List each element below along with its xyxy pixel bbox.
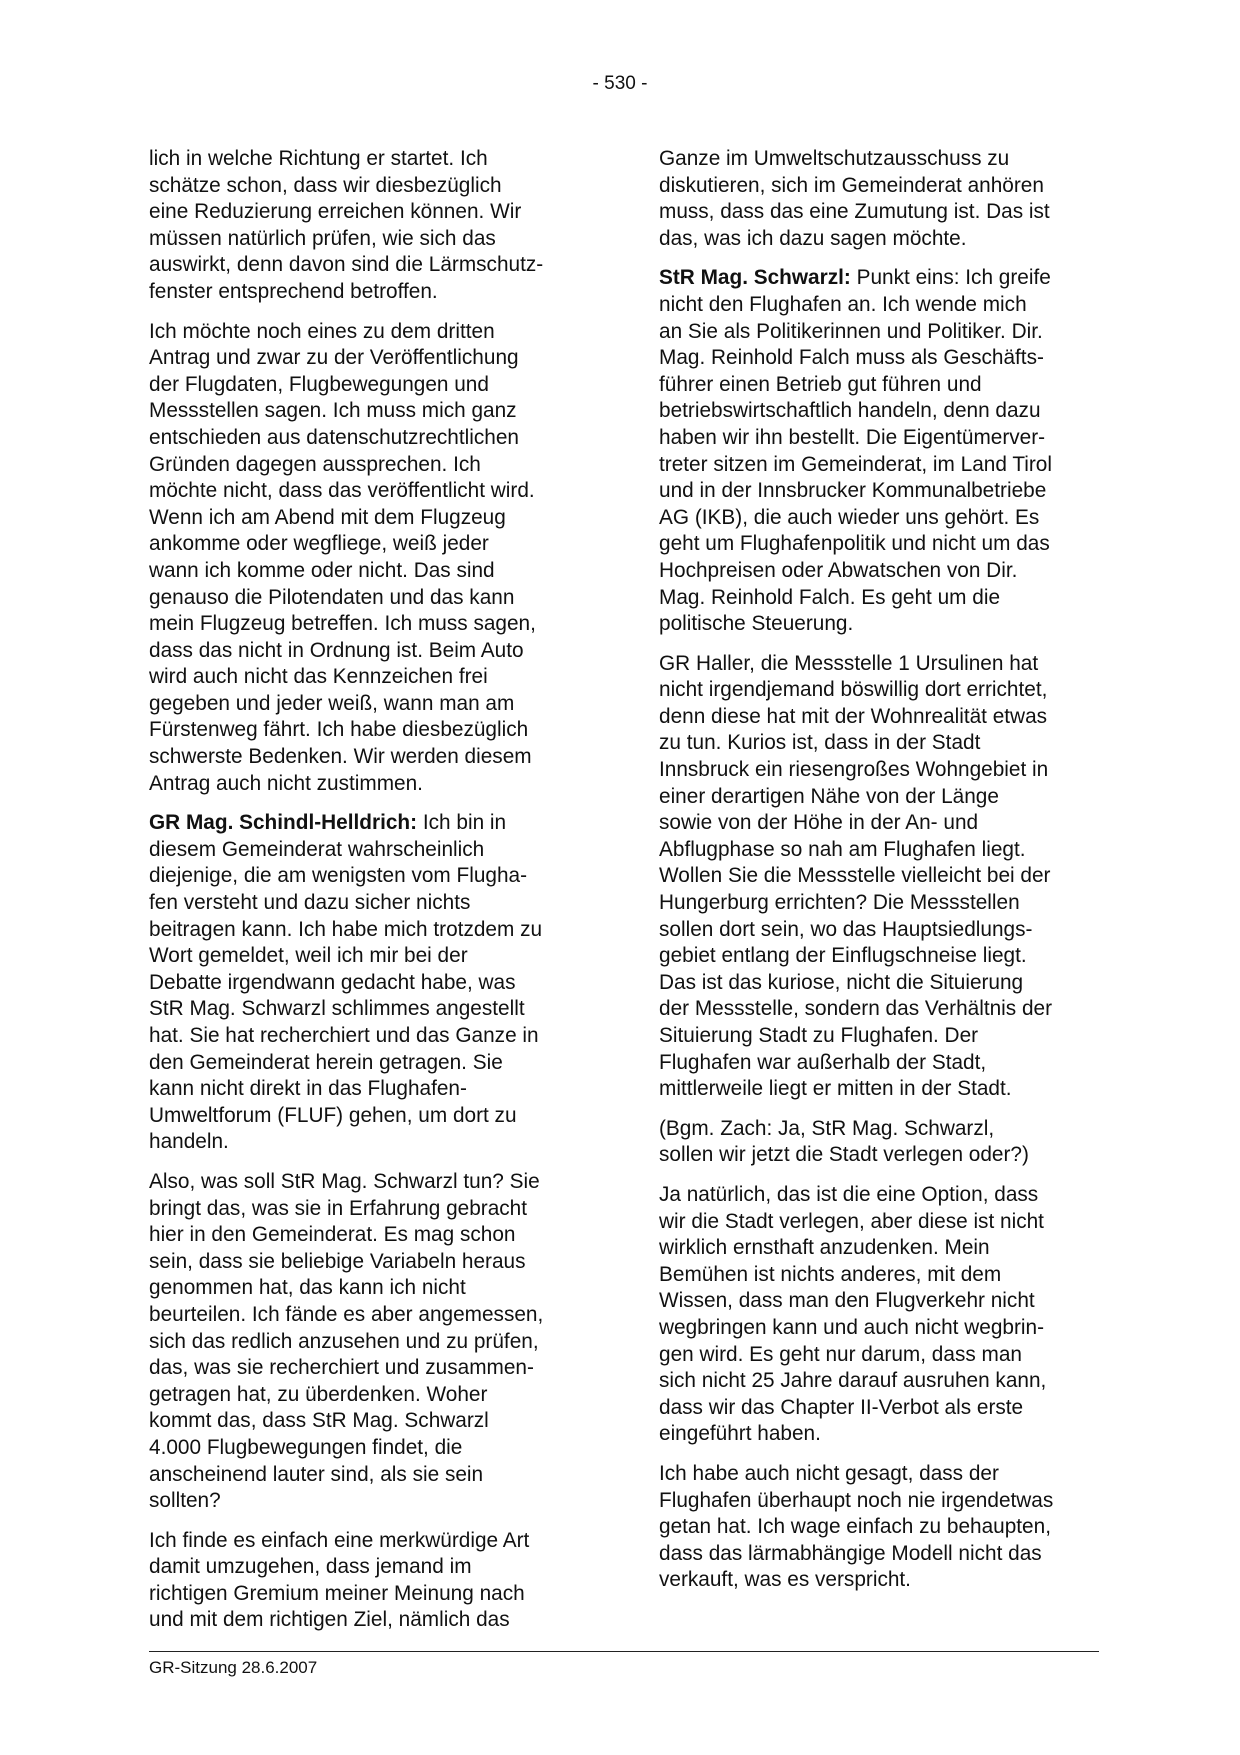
interjection: (Bgm. Zach: Ja, StR Mag. Schwarzl, sollen wir jetzt die Stadt verlegen oder?) — [659, 1116, 1029, 1167]
page-number: - 530 - — [592, 73, 648, 94]
right-column — [659, 146, 1099, 1607]
speech-text: Ich bin in diesem Gemeinderat wahrscheinlich diejenige, die am wenigsten vom Flugha- fen versteht und dazu sicher nichts beitragen kann. Ich habe mich trotzdem zu Wort gemeldet, weil ich mir bei der Debatte irgendwann gedacht habe, was StR Mag. Schwarzl schlimmes angestellt hat. Sie hat recherchiert und das Ganze in den Gemeinderat herein getragen. Sie kann nicht direkt in das Flughafen- Umweltforum (FLUF) gehen, um dort zu handeln. — [149, 811, 543, 1154]
paragraph: GR Haller, die Messstelle 1 Ursulinen hat nicht irgendjemand böswillig dort errichtet, denn diese hat mit der Wohnrealität etwas zu tun. Kurios ist, dass in der Stadt Innsbruck ein riesengroßes Wohngebiet in einer derartigen Nähe von der Länge sowie von der Höhe in der An- und Abflugphase so nah am Flughafen liegt. Wollen Sie die Messstelle vielleicht bei der Hungerburg errichten? Die Messstellen sollen dort sein, wo das Hauptsiedlungs- gebiet entlang der Einflugschneise liegt. Das ist das kuriose, nicht die Situierung der Messstelle, sondern das Verhältnis der Situierung Stadt zu Flughafen. Der Flughafen war außerhalb der Stadt, mittlerweile liegt er mitten in der Stadt. — [659, 651, 1053, 1101]
paragraph: Also, was soll StR Mag. Schwarzl tun? Sie bringt das, was sie in Erfahrung gebracht hier in den Gemeinderat. Es mag schon sein, dass sie beliebige Variabeln heraus genommen hat, das kann ich nicht beurteilen. Ich fände es aber angemessen, sich das redlich anzusehen und zu prüfen, das, was sie recherchiert und zusammen- getragen hat, zu überdenken. Woher kommt das, dass StR Mag. Schwarzl 4.000 Flugbewegungen findet, die anscheinend lauter sind, als sie sein sollten? — [149, 1169, 544, 1513]
paragraph: Ich möchte noch eines zu dem dritten Antrag und zwar zu der Veröffentlichung der Flugdaten, Flugbewegungen und Messstellen sagen. Ich muss mich ganz entschieden aus datenschutzrechtlichen Gründen dagegen aussprechen. Ich möchte nicht, dass das veröffentlicht wird. Wenn ich am Abend mit dem Flugzeug ankomme oder wegfliege, weiß jeder wann ich komme oder nicht. Das sind genauso die Pilotendaten und das kann mein Flugzeug betreffen. Ich muss sagen, dass das nicht in Ordnung ist. Beim Auto wird auch nicht das Kennzeichen frei gegeben und jeder weiß, wann man am Fürstenweg fährt. Ich habe diesbezüglich schwerste Bedenken. Wir werden diesem Antrag auch nicht zustimmen. — [149, 319, 536, 795]
paragraph: Ja natürlich, das ist die eine Option, dass wir die Stadt verlegen, aber diese ist nicht wirklich ernsthaft anzudenken. Mein Bemühen ist nichts anderes, mit dem Wissen, dass man den Flugverkehr nicht wegbringen kann und auch nicht wegbrin- gen wird. Es geht nur darum, dass man sich nicht 25 Jahre darauf ausruhen kann, dass wir das Chapter II-Verbot als erste eingeführt haben. — [659, 1182, 1047, 1446]
paragraph: Ich habe auch nicht gesagt, dass der Flughafen überhaupt noch nie irgendetwas getan hat. Ich wage einfach zu behaupten, dass das lärmabhängige Modell nicht das verkauft, was es verspricht. — [659, 1461, 1054, 1592]
footer-session-date: GR-Sitzung 28.6.2007 — [149, 1658, 318, 1677]
speaker-paragraph — [149, 810, 589, 1156]
paragraph: lich in welche Richtung er startet. Ich schätze schon, dass wir diesbezüglich eine Reduzierung erreichen können. Wir müssen natürlich prüfen, wie sich das auswirkt, denn davon sind die Lärmschutz- fenster entsprechend betroffen. — [149, 147, 544, 303]
speaker-name: GR Mag. Schindl-Helldrich: — [149, 811, 418, 835]
paragraph: Ganze im Umweltschutzausschuss zu diskutieren, sich im Gemeinderat anhören muss, dass das eine Zumutung ist. Das ist das, was ich dazu sagen möchte. — [659, 147, 1050, 250]
speaker-paragraph — [659, 265, 1099, 637]
left-column — [149, 146, 589, 1647]
footer-divider — [149, 1651, 1099, 1652]
paragraph: Ich finde es einfach eine merkwürdige Art damit umzugehen, dass jemand im richtigen Gremium meiner Meinung nach und mit dem richtigen Ziel, nämlich das — [149, 1528, 530, 1632]
speaker-name: StR Mag. Schwarzl: — [659, 266, 851, 290]
speech-text: Punkt eins: Ich greife nicht den Flughafen an. Ich wende mich an Sie als Politikerinnen und Politiker. Dir. Mag. Reinhold Falch muss als Geschäfts- führer einen Betrieb gut führen und betriebswirtschaftlich handeln, denn dazu haben wir ihn bestellt. Die Eigentümerver- treter sitzen im Gemeinderat, im Land Tirol und in der Innsbrucker Kommunalbetriebe AG (IKB), die auch wieder uns gehört. Es geht um Flughafenpolitik und nicht um das Hochpreisen oder Abwatschen von Dir. Mag. Reinhold Falch. Es geht um die politische Steuerung. — [659, 266, 1052, 636]
